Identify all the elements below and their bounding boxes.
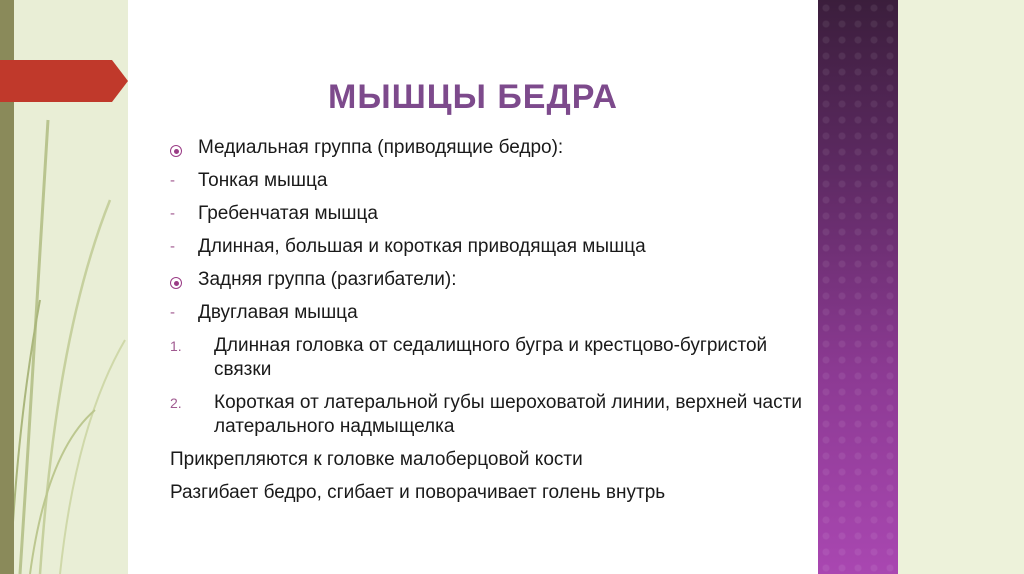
list-item-text: Разгибает бедро, сгибает и поворачивает голень внутрь: [170, 482, 666, 503]
list-item: [170, 235, 810, 259]
list-item-text: Задняя группа (разгибатели):: [198, 269, 457, 290]
list-item-text: Медиальная группа (приводящие бедро):: [198, 137, 564, 158]
circle-bullet-icon: [170, 268, 198, 292]
list-item: [170, 169, 810, 193]
list-item: [170, 391, 810, 439]
list-item-text: Двуглавая мышца: [198, 302, 358, 323]
left-decor-panel: [0, 0, 128, 574]
purple-accent-band: [818, 0, 898, 574]
list-item-text: Короткая от латеральной губы шероховатой линии, верхней части латерального надмыщелка: [214, 392, 802, 437]
list-item-text: Тонкая мышца: [198, 170, 328, 191]
list-item-text: Прикрепляются к головке малоберцовой кости: [170, 449, 583, 470]
right-decor-panel: [898, 0, 1024, 574]
circle-bullet-icon: [170, 136, 198, 160]
list-item: [170, 202, 810, 226]
ribbon-marker: [0, 60, 128, 102]
list-item-text: Гребенчатая мышца: [198, 203, 378, 224]
list-item: [170, 334, 810, 382]
dash-bullet-icon: -: [170, 238, 175, 255]
list-item-text: Длинная, большая и короткая приводящая мышца: [198, 236, 646, 257]
list-item: [170, 481, 810, 505]
list-number: 2.: [170, 395, 182, 411]
dash-bullet-icon: -: [170, 172, 175, 189]
list-item: [170, 268, 810, 292]
list-item: [170, 301, 810, 325]
slide-content: [170, 136, 810, 514]
list-item: [170, 448, 810, 472]
list-item-text: Длинная головка от седалищного бугра и крестцово-бугристой связки: [214, 335, 768, 380]
dash-bullet-icon: -: [170, 205, 175, 222]
list-number: 1.: [170, 338, 182, 354]
list-item: [170, 136, 810, 160]
dash-bullet-icon: -: [170, 304, 175, 321]
slide-title: МЫШЦЫ БЕДРА: [328, 78, 618, 116]
